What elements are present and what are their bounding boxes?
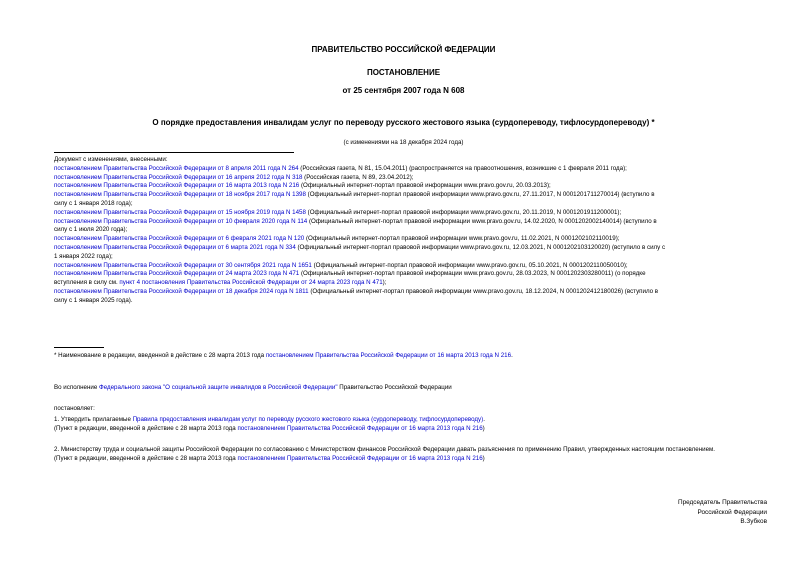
point-1-note: (Пункт в редакции, введенной в действие с 28 марта 2013 года постановлением Правительства Российской Федерации от 16 марта 2013 года N 216) <box>54 424 485 432</box>
change-item-continuation: силу с 1 января 2025 года). <box>54 296 133 304</box>
change-link[interactable]: постановлением Правительства Российской Федерации от 16 марта 2013 года N 216 <box>54 182 300 190</box>
revision-note: (с изменениями на 18 декабря 2024 года) <box>343 139 464 146</box>
change-link[interactable]: постановлением Правительства Российской Федерации от 15 ноября 2019 года N 1458 <box>54 208 306 216</box>
document-title: О порядке предоставления инвалидам услуг по переводу русского жестового языка (сурдопереводу, тифлосурдопереводу) * <box>152 118 655 127</box>
change-item: постановлением Правительства Российской Федерации от 16 апреля 2012 года N 318 (Российская газета, N 89, 23.04.2012); <box>54 173 414 181</box>
change-link[interactable]: постановлением Правительства Российской Федерации от 18 декабря 2024 года N 1811 <box>54 287 309 295</box>
change-link[interactable]: постановлением Правительства Российской Федерации от 6 марта 2021 года N 334 <box>54 243 296 251</box>
change-item: постановлением Правительства Российской Федерации от 6 февраля 2021 года N 120 (Официальный интернет-портал правовой информации www.pravo.gov.ru, 11.02.2021, N 0001202102110019); <box>54 235 620 243</box>
point-1-note-link[interactable]: постановлением Правительства Российской Федерации от 16 марта 2013 года N 216 <box>237 424 483 432</box>
authority-heading: ПРАВИТЕЛЬСТВО РОССИЙСКОЙ ФЕДЕРАЦИИ <box>311 45 496 54</box>
change-item-continuation: 1 января 2022 года); <box>54 252 113 260</box>
change-item: постановлением Правительства Российской Федерации от 15 ноября 2019 года N 1458 (Официальный интернет-портал правовой информации www.pravo.gov.ru, 20.11.2019, N 0001201911200001); <box>54 208 622 216</box>
changes-intro: Документ с изменениями, внесенными: <box>54 156 168 163</box>
change-item: постановлением Правительства Российской Федерации от 24 марта 2023 года N 471 (Официальный интернет-портал правовой информации www.pravo.gov.ru, 28.03.2023, N 0001202303280011) (о порядке <box>54 270 646 278</box>
change-item: постановлением Правительства Российской Федерации от 8 апреля 2011 года N 264 (Российская газета, N 81, 15.04.2011) (распространяется на правоотношения, возникшие с 1 февраля 2011 года); <box>54 164 627 172</box>
change-item: постановлением Правительства Российской Федерации от 18 ноября 2017 года N 1398 (Официальный интернет-портал правовой информации www.pravo.gov.ru, 27.11.2017, N 0001201711270014) (вступило в <box>54 191 655 199</box>
change-link[interactable]: постановлением Правительства Российской Федерации от 18 ноября 2017 года N 1398 <box>54 191 306 199</box>
change-item: постановлением Правительства Российской Федерации от 30 сентября 2021 года N 1651 (Официальный интернет-портал правовой информации www.pravo.gov.ru, 05.10.2021, N 0001202110050010); <box>54 261 628 269</box>
change-item: постановлением Правительства Российской Федерации от 16 марта 2013 года N 216 (Официальный интернет-портал правовой информации www.pravo.gov.ru, 20.03.2013); <box>54 182 551 190</box>
point-2 <box>54 446 770 464</box>
change-link[interactable]: постановлением Правительства Российской Федерации от 24 марта 2023 года N 471 <box>54 270 300 278</box>
change-link[interactable]: постановлением Правительства Российской Федерации от 30 сентября 2021 года N 1651 <box>54 261 312 269</box>
change-item: постановлением Правительства Российской Федерации от 10 февраля 2020 года N 114 (Официальный интернет-портал правовой информации www.pravo.gov.ru, 14.02.2020, N 0001202002140014) (вступило в <box>54 217 657 225</box>
change-link[interactable]: пункт 4 постановления Правительства Российской Федерации от 24 марта 2023 года N 471 <box>119 279 383 287</box>
signature-block <box>678 498 767 527</box>
footnote: * Наименование в редакции, введенной в действие с 28 марта 2013 года постановлением Правительства Российской Федерации от 16 марта 2013 года N 216. <box>54 352 513 359</box>
signature-name: В.Зубков <box>740 518 767 525</box>
signature-position: Председатель Правительства <box>678 499 767 506</box>
decree-word: постановляет: <box>54 405 95 412</box>
doc-type-heading: ПОСТАНОВЛЕНИЕ <box>366 68 441 77</box>
point-1: 1. Утвердить прилагаемые Правила предоставления инвалидам услуг по переводу русского жестового языка (сурдопереводу, тифлосурдопереводу). (Пункт в редакции, введенной в действие с 28 марта 2013 года постановлением Правительства Российской Федерации от 16 марта 2013 года N 216) <box>54 416 770 434</box>
footnote-divider <box>54 347 104 348</box>
point-2-text: 2. Министерству труда и социальной защиты Российской Федерации по согласованию с Министерством финансов Российской Федерации давать разъяснения по применению Правил, утвержденных настоящим постановлением. <box>54 446 716 453</box>
preamble: Во исполнение Федерального закона "О социальной защите инвалидов в Российской Федерации" Правительство Российской Федерации <box>54 384 452 391</box>
change-item-continuation: силу с 1 января 2018 года); <box>54 199 133 207</box>
change-item: постановлением Правительства Российской Федерации от 6 марта 2021 года N 334 (Официальный интернет-портал правовой информации www.pravo.gov.ru, 12.03.2021, N 0001202103120020) (вступило в силу с <box>54 243 666 251</box>
point-2-note: (Пункт в редакции, введенной в действие с 28 марта 2013 года постановлением Правительства Российской Федерации от 16 марта 2013 года N 216) <box>54 454 485 462</box>
changes-list <box>54 156 770 306</box>
change-item-continuation: силу с 1 июля 2020 года); <box>54 226 128 234</box>
change-item-continuation: вступления в силу см. пункт 4 постановления Правительства Российской Федерации от 24 марта 2023 года N 471); <box>54 279 387 287</box>
point-2-note-link[interactable]: постановлением Правительства Российской Федерации от 16 марта 2013 года N 216 <box>237 454 483 462</box>
federal-law-link[interactable]: Федерального закона "О социальной защите инвалидов в Российской Федерации" <box>99 384 338 391</box>
change-link[interactable]: постановлением Правительства Российской Федерации от 8 апреля 2011 года N 264 <box>54 164 299 172</box>
change-link[interactable]: постановлением Правительства Российской Федерации от 16 апреля 2012 года N 318 <box>54 173 303 181</box>
change-link[interactable]: постановлением Правительства Российской Федерации от 10 февраля 2020 года N 114 <box>54 217 308 225</box>
change-item: постановлением Правительства Российской Федерации от 18 декабря 2024 года N 1811 (Официальный интернет-портал правовой информации www.pravo.gov.ru, 18.12.2024, N 0001202412180026) (вступило в <box>54 287 659 295</box>
rules-link[interactable]: Правила предоставления инвалидам услуг по переводу русского жестового языка (сурдопереводу, тифлосурдопереводу) <box>132 416 484 423</box>
signature-country: Российской Федерации <box>697 508 767 516</box>
top-divider <box>54 152 294 153</box>
date-number-heading: от 25 сентября 2007 года N 608 <box>342 86 465 95</box>
change-link[interactable]: постановлением Правительства Российской Федерации от 6 февраля 2021 года N 120 <box>54 235 305 243</box>
footnote-link[interactable]: постановлением Правительства Российской Федерации от 16 марта 2013 года N 216 <box>265 352 512 359</box>
